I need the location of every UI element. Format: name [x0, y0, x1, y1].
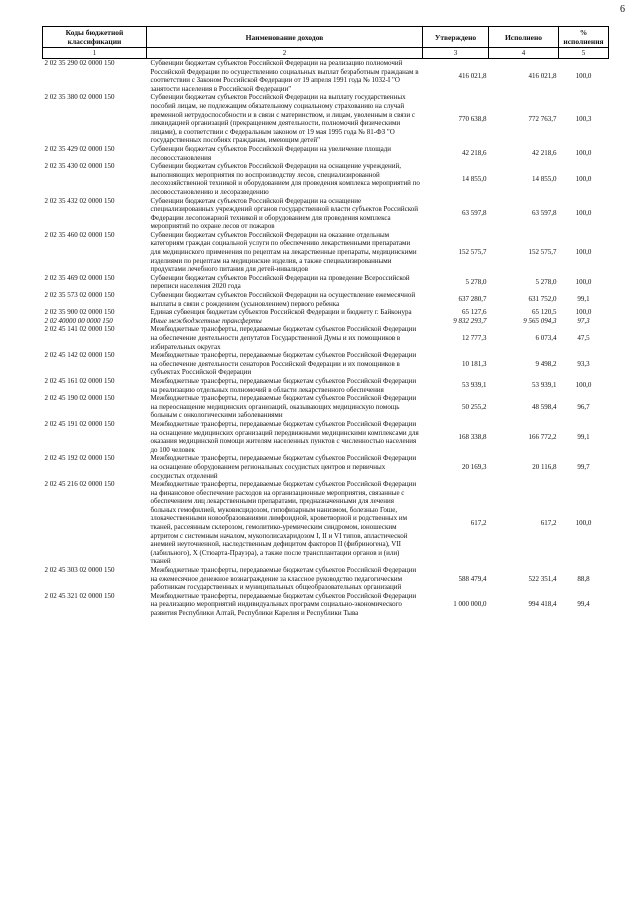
- percent-cell: 99,7: [577, 462, 590, 471]
- code-cell: 2 02 45 141 02 0000 150: [44, 325, 115, 334]
- executed-cell: 166 772,2: [528, 432, 557, 441]
- header-executed: Исполнено: [489, 27, 559, 48]
- table-row: [43, 291, 609, 308]
- table-row: [43, 308, 609, 317]
- code-cell: 2 02 35 290 02 0000 150: [44, 59, 115, 67]
- name-cell: Субвенции бюджетам субъектов Российской Федерации на оснащение учреждений, выполняющих мероприятия по воспроизводству лесов, специализированной лесохозяйственной техникой и оборудованием для проведения комплекса мероприятий по лесовосстановлению и лесоразведению: [150, 162, 420, 196]
- approved-cell: 50 255,2: [462, 402, 487, 411]
- table-row: [43, 480, 609, 566]
- approved-cell: 65 127,6: [462, 308, 487, 317]
- table-row: [43, 592, 609, 618]
- table-row: [43, 274, 609, 291]
- approved-cell: 42 218,6: [462, 149, 487, 158]
- code-cell: 2 02 35 430 02 0000 150: [44, 162, 115, 171]
- approved-cell: 588 479,4: [458, 574, 487, 583]
- approved-cell: 63 597,8: [462, 209, 487, 218]
- name-cell: Межбюджетные трансферты, передаваемые бюджетам субъектов Российской Федерации на ежемесячное денежное вознаграждение за классное руководство педагогическим работникам государственных и муниципальных общеобразовательных организаций: [150, 566, 417, 592]
- percent-cell: 97,3: [577, 316, 590, 325]
- executed-cell: 65 120,5: [532, 308, 557, 317]
- name-cell: Субвенции бюджетам субъектов Российской Федерации на осуществление ежемесячной выплаты в связи с рождением (усыновлением) первого ребенка: [150, 291, 416, 308]
- percent-cell: 100,0: [575, 278, 592, 287]
- executed-cell: 522 351,4: [528, 574, 557, 583]
- percent-cell: 100,0: [575, 381, 592, 390]
- code-cell: 2 02 35 900 02 0000 150: [44, 308, 115, 317]
- executed-cell: 994 418,4: [528, 600, 557, 609]
- code-cell: 2 02 35 460 02 0000 150: [44, 230, 115, 239]
- column-number: 5: [559, 48, 609, 59]
- column-number: 3: [423, 48, 489, 59]
- approved-cell: 53 939,1: [462, 381, 487, 390]
- table-row: [43, 162, 609, 196]
- name-cell: Субвенции бюджетам субъектов Российской Федерации на выплату государственных пособий лицам, не подлежащим обязательному социальному страхованию на случай временной нетрудоспособности и в связи с материнством, и лицам, уволенным в связи с ликвидацией организаций (прекращением деятельности, полномочий физическими лицами), в соответствии с Федеральным законом от 19 мая 1995 года № 81-ФЗ "О государственных пособиях гражданам, имеющим детей": [150, 93, 415, 145]
- header-name: Наименование доходов: [147, 27, 423, 48]
- table-row: [43, 59, 609, 94]
- percent-cell: 100,0: [575, 518, 592, 527]
- code-cell: 2 02 35 380 02 0000 150: [44, 93, 115, 102]
- table-row: [43, 325, 609, 351]
- approved-cell: 12 777,3: [462, 334, 487, 342]
- code-cell: 2 02 35 429 02 0000 150: [44, 144, 115, 153]
- code-cell: 2 02 45 191 02 0000 150: [44, 419, 115, 428]
- table-row: [43, 93, 609, 145]
- approved-cell: 637 280,7: [458, 295, 487, 304]
- name-cell: Межбюджетные трансферты, передаваемые бюджетам субъектов Российской Федерации на оснащение оборудованием региональных сосудистых центров и первичных сосудистых отделений: [150, 454, 417, 480]
- percent-cell: 100,0: [575, 149, 592, 158]
- code-cell: 2 02 45 190 02 0000 150: [44, 394, 115, 403]
- percent-cell: 100,0: [575, 209, 592, 218]
- executed-cell: 20 116,8: [532, 462, 557, 471]
- executed-cell: 42 218,6: [532, 149, 557, 158]
- percent-cell: 100,3: [575, 114, 592, 123]
- executed-cell: 53 939,1: [532, 381, 557, 390]
- code-cell: 2 02 35 432 02 0000 150: [44, 196, 115, 205]
- percent-cell: 100,0: [575, 71, 592, 80]
- code-cell: 2 02 45 303 02 0000 150: [44, 566, 115, 575]
- page-number: 6: [620, 4, 625, 15]
- name-cell: Межбюджетные трансферты, передаваемые бюджетам субъектов Российской Федерации на реализацию отдельных полномочий в области лекарственного обеспечения: [150, 376, 417, 394]
- table-row: [43, 377, 609, 394]
- table-row: [43, 454, 609, 480]
- percent-cell: 100,0: [575, 248, 592, 257]
- name-cell: Субвенции бюджетам субъектов Российской Федерации на увеличение площади лесовосстановления: [150, 144, 392, 162]
- table-row: [43, 231, 609, 274]
- executed-cell: 6 073,4: [535, 334, 557, 342]
- name-cell: Межбюджетные трансферты, передаваемые бюджетам субъектов Российской Федерации на переоснащение медицинских организаций, оказывающих медицинскую помощь больным с онкологическими заболеваниями: [150, 394, 417, 420]
- code-cell: 2 02 45 321 02 0000 150: [44, 591, 115, 600]
- executed-cell: 416 021,8: [528, 71, 557, 80]
- code-cell: 2 02 45 161 02 0000 150: [44, 376, 115, 385]
- header-row: [43, 27, 609, 48]
- executed-cell: 152 575,7: [528, 248, 557, 257]
- executed-cell: 9 498,2: [535, 359, 557, 368]
- header-percent: % исполнения: [559, 27, 609, 48]
- table-body: [43, 59, 609, 618]
- percent-cell: 99,1: [577, 432, 590, 441]
- code-cell: 2 02 45 192 02 0000 150: [44, 454, 115, 463]
- executed-cell: 63 597,8: [532, 209, 557, 218]
- approved-cell: 5 278,0: [465, 278, 487, 287]
- executed-cell: 772 763,7: [528, 114, 557, 123]
- name-cell: Межбюджетные трансферты, передаваемые бюджетам субъектов Российской Федерации на реализацию мероприятий индивидуальных программ социально-экономического развития Республики Алтай, Республики Карелия и Республики Тыва: [150, 591, 417, 617]
- table-row: [43, 566, 609, 592]
- percent-cell: 93,3: [577, 359, 590, 368]
- percent-cell: 96,7: [577, 402, 590, 411]
- executed-cell: 5 278,0: [535, 278, 557, 287]
- code-cell: 2 02 45 216 02 0000 150: [44, 480, 115, 489]
- approved-cell: 20 169,3: [462, 462, 487, 471]
- executed-cell: 617,2: [540, 518, 557, 527]
- column-number: 2: [147, 48, 423, 59]
- executed-cell: 9 565 094,3: [523, 316, 557, 325]
- code-cell: 2 02 35 573 02 0000 150: [44, 291, 115, 300]
- column-number-row: [43, 48, 609, 59]
- column-number: 4: [489, 48, 559, 59]
- code-cell: 2 02 35 469 02 0000 150: [44, 273, 115, 282]
- approved-cell: 770 638,8: [458, 114, 487, 123]
- table-row: [43, 197, 609, 231]
- executed-cell: 48 598,4: [532, 402, 557, 411]
- budget-revenue-table: [42, 26, 609, 618]
- percent-cell: 47,5: [577, 334, 590, 342]
- name-cell: Субвенции бюджетам субъектов Российской Федерации на оказание отдельным категориям граждан социальной услуги по обеспечению лекарственными препаратами для медицинского применения по рецептам на лекарственные препараты, медицинскими изделиями по рецептам на медицинские изделия, а также специализированными продуктами лечебного питания для детей-инвалидов: [150, 230, 417, 274]
- approved-cell: 10 181,3: [462, 359, 487, 368]
- executed-cell: 631 752,0: [528, 295, 557, 304]
- percent-cell: 100,0: [575, 308, 592, 317]
- column-number: 1: [43, 48, 147, 59]
- percent-cell: 100,0: [575, 175, 592, 184]
- approved-cell: 9 832 293,7: [453, 316, 487, 325]
- approved-cell: 1 000 000,0: [453, 600, 487, 609]
- approved-cell: 168 338,8: [458, 432, 487, 441]
- header-codes: Коды бюджетной классификации: [43, 27, 147, 48]
- name-cell: Субвенции бюджетам субъектов Российской Федерации на оснащение специализированных учреждений органов государственной власти субъектов Российской Федерации лесопожарной техникой и оборудованием для проведения комплекса мероприятий по охране лесов от пожаров: [150, 196, 419, 231]
- executed-cell: 14 855,0: [532, 175, 557, 184]
- header-approved: Утверждено: [423, 27, 489, 48]
- name-cell: Субвенции бюджетам субъектов Российской Федерации на реализацию полномочий Российской Федерации по осуществлению социальных выплат безработным гражданам в соответствии с Законом Российской Федерации от 19 апреля 1991 года № 1032-I "О занятости населения в Российской Федерации": [150, 59, 419, 93]
- name-cell: Межбюджетные трансферты, передаваемые бюджетам субъектов Российской Федерации на обеспечение деятельности депутатов Государственной Думы и их помощников в избирательных округах: [150, 325, 417, 351]
- approved-cell: 416 021,8: [458, 71, 487, 80]
- table-row: [43, 420, 609, 454]
- percent-cell: 88,8: [577, 574, 590, 583]
- approved-cell: 152 575,7: [458, 248, 487, 257]
- name-cell: Межбюджетные трансферты, передаваемые бюджетам субъектов Российской Федерации на финансовое обеспечение расходов на организационные мероприятия, связанные с обеспечением лиц лекарственными препаратами, предназначенными для лечения больных гемофилией, муковисцидозом, гипофизарным нанизмом, болезнью Гоше, злокачественными новообразованиями лимфоидной, кроветворной и родственных им тканей, рассеянным склерозом, гемолитико-уремическим синдромом, юношеским артритом с системным началом, мукополисахаридозом I, II и VI типов, апластической анемией неуточненной, наследственным дефицитом факторов II (фибриногена), VII (лабильного), X (Стюарта-Прауэра), а также после трансплантации органов и (или) тканей: [150, 480, 417, 566]
- approved-cell: 617,2: [470, 518, 487, 527]
- name-cell: Единая субвенция бюджетам субъектов Российской Федерации и бюджету г. Байконура: [150, 308, 412, 317]
- code-cell: 2 02 45 142 02 0000 150: [44, 351, 115, 360]
- table-row: [43, 317, 609, 326]
- percent-cell: 99,4: [577, 600, 590, 609]
- name-cell: Субвенции бюджетам субъектов Российской Федерации на проведение Всероссийской переписи населения 2020 года: [150, 273, 410, 291]
- approved-cell: 14 855,0: [462, 175, 487, 184]
- code-cell: 2 02 40000 00 0000 150: [44, 316, 113, 325]
- percent-cell: 99,1: [577, 295, 590, 304]
- table-row: [43, 394, 609, 420]
- table-row: [43, 351, 609, 377]
- table-row: [43, 145, 609, 162]
- name-cell: Межбюджетные трансферты, передаваемые бюджетам субъектов Российской Федерации на оснащение медицинских организаций передвижными медицинскими комплексами для оказания медицинской помощи жителям населенных пунктов с численностью населения до 100 человек: [150, 419, 419, 454]
- name-cell: Межбюджетные трансферты, передаваемые бюджетам субъектов Российской Федерации на обеспечение деятельности сенаторов Российской Федерации и их помощников в субъектах Российской Федерации: [150, 351, 417, 377]
- name-cell: Иные межбюджетные трансферты: [150, 316, 262, 325]
